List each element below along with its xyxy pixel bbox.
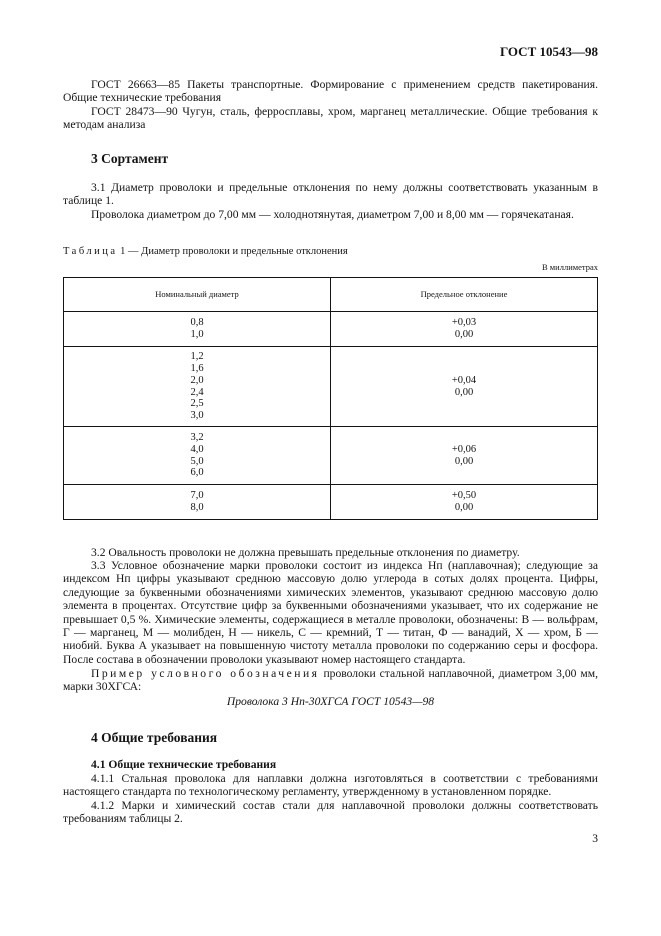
paragraph-3-1-continued: Проволока диаметром до 7,00 мм — холоднотянутая, диаметром 7,00 и 8,00 мм — горячекатаная. [91, 208, 574, 221]
example-label: Пример условного обозначения [91, 667, 320, 680]
tolerance-cell [331, 312, 598, 347]
tolerance-value: +0,50 [451, 490, 477, 502]
paragraph-3-1: 3.1 Диаметр проволоки и предельные отклонения по нему должны соответствовать указанным в таблице 1. [63, 181, 598, 208]
subsection-4-1-heading: 4.1 Общие технические требования [91, 758, 277, 771]
diameter-value: 1,6 [190, 363, 204, 375]
diameter-value: 0,8 [190, 317, 204, 329]
paragraph-3-2: 3.2 Овальность проволоки не должна превышать предельные отклонения по диаметру. [91, 546, 520, 559]
table-header-row [64, 278, 598, 312]
table-row [64, 347, 598, 427]
table-caption-label: Таблица [63, 246, 118, 257]
diameter-value: 3,2 [190, 432, 204, 444]
diameter-value: 1,0 [190, 329, 204, 340]
paragraph-4-1-2: 4.1.2 Марки и химический состав стали для наплавочной проволоки должны соответствовать требованиям таблицы 2. [63, 799, 598, 826]
diameter-value: 2,0 [190, 374, 204, 386]
tolerance-cell [331, 485, 598, 520]
reference-gost-26663: ГОСТ 26663—85 Пакеты транспортные. Формирование с применением средств пакетирования. Общие технические требования [63, 78, 598, 105]
diameter-cell [64, 312, 331, 347]
diameter-value: 2,4 [190, 386, 204, 398]
tolerance-cell [331, 427, 598, 485]
table-1 [63, 277, 598, 520]
paragraph-4-1-1: 4.1.1 Стальная проволока для наплавки должна изготовляться в соответствии с требованиями настоящего стандарта по технологическому регламенту, утвержденному в установленном порядке. [63, 772, 598, 799]
tolerance-value: 0,00 [454, 502, 474, 513]
diameter-value: 2,5 [190, 398, 204, 410]
tolerance-value: 0,00 [454, 329, 474, 340]
diameter-value: 1,2 [190, 351, 204, 363]
tolerance-value: +0,03 [451, 317, 477, 329]
tolerance-cell [331, 347, 598, 427]
diameter-cell [64, 347, 331, 427]
tolerance-value: +0,04 [451, 374, 477, 386]
diameter-value: 4,0 [190, 443, 204, 455]
standard-header: ГОСТ 10543—98 [499, 44, 598, 59]
page-number: 3 [592, 833, 598, 845]
col-header-nominal-diameter: Номинальный диаметр [64, 278, 331, 312]
tolerance-value: 0,00 [454, 386, 474, 398]
paragraph-3-3: 3.3 Условное обозначение марки проволоки состоит из индекса Нп (наплавочная); следующие за индексом Нп цифры указывают среднюю массовую долю углерода в сотых долях процента. Цифры, следующие за буквенными обозначениями химических элементов, указывают среднюю массовую долю элемента в процентах. Отсутствие цифр за буквенными обозначениями указывает, что их содержание не превышает 0,5 %. Химические элементы, содержащиеся в металле проволоки, обозначены: В — вольфрам, Г — марганец, М — молибден, Н — никель, С — кремний, Т — титан, Ф — ванадий, Х — хром, Б — ниобий. Буква А указывает на повышенную чистоту металла проволоки по содержанию серы и фосфора. После состава в обозначении проволоки указывают номер настоящего стандарта. [63, 559, 598, 666]
table-row [64, 427, 598, 485]
example-formula: Проволока 3 Нп-30ХГСА ГОСТ 10543—98 [226, 695, 435, 708]
diameter-cell [64, 485, 331, 520]
diameter-value: 8,0 [190, 502, 204, 513]
diameter-value: 6,0 [190, 467, 204, 479]
section-4-heading: 4 Общие требования [91, 730, 218, 745]
table-1-caption [63, 246, 348, 257]
tolerance-value: +0,06 [451, 443, 477, 455]
table-row [64, 312, 598, 347]
table-row [64, 485, 598, 520]
diameter-value: 7,0 [190, 490, 204, 502]
reference-gost-28473: ГОСТ 28473—90 Чугун, сталь, ферросплавы, хром, марганец металлические. Общие требования к методам анализа [63, 105, 598, 132]
example-text: проволоки стальной наплавочной, диаметром 3,00 мм, марки 30ХГСА: [63, 667, 598, 694]
designation-example [63, 667, 598, 694]
table-caption-text: 1 — Диаметр проволоки и предельные отклонения [120, 246, 348, 257]
tolerance-value: 0,00 [454, 455, 474, 467]
diameter-value: 3,0 [190, 409, 204, 421]
diameter-value: 5,0 [190, 455, 204, 467]
col-header-tolerance: Предельное отклонение [331, 278, 598, 312]
section-3-heading: 3 Сортамент [91, 151, 169, 166]
diameter-cell [64, 427, 331, 485]
table-units: В миллиметрах [542, 262, 598, 272]
